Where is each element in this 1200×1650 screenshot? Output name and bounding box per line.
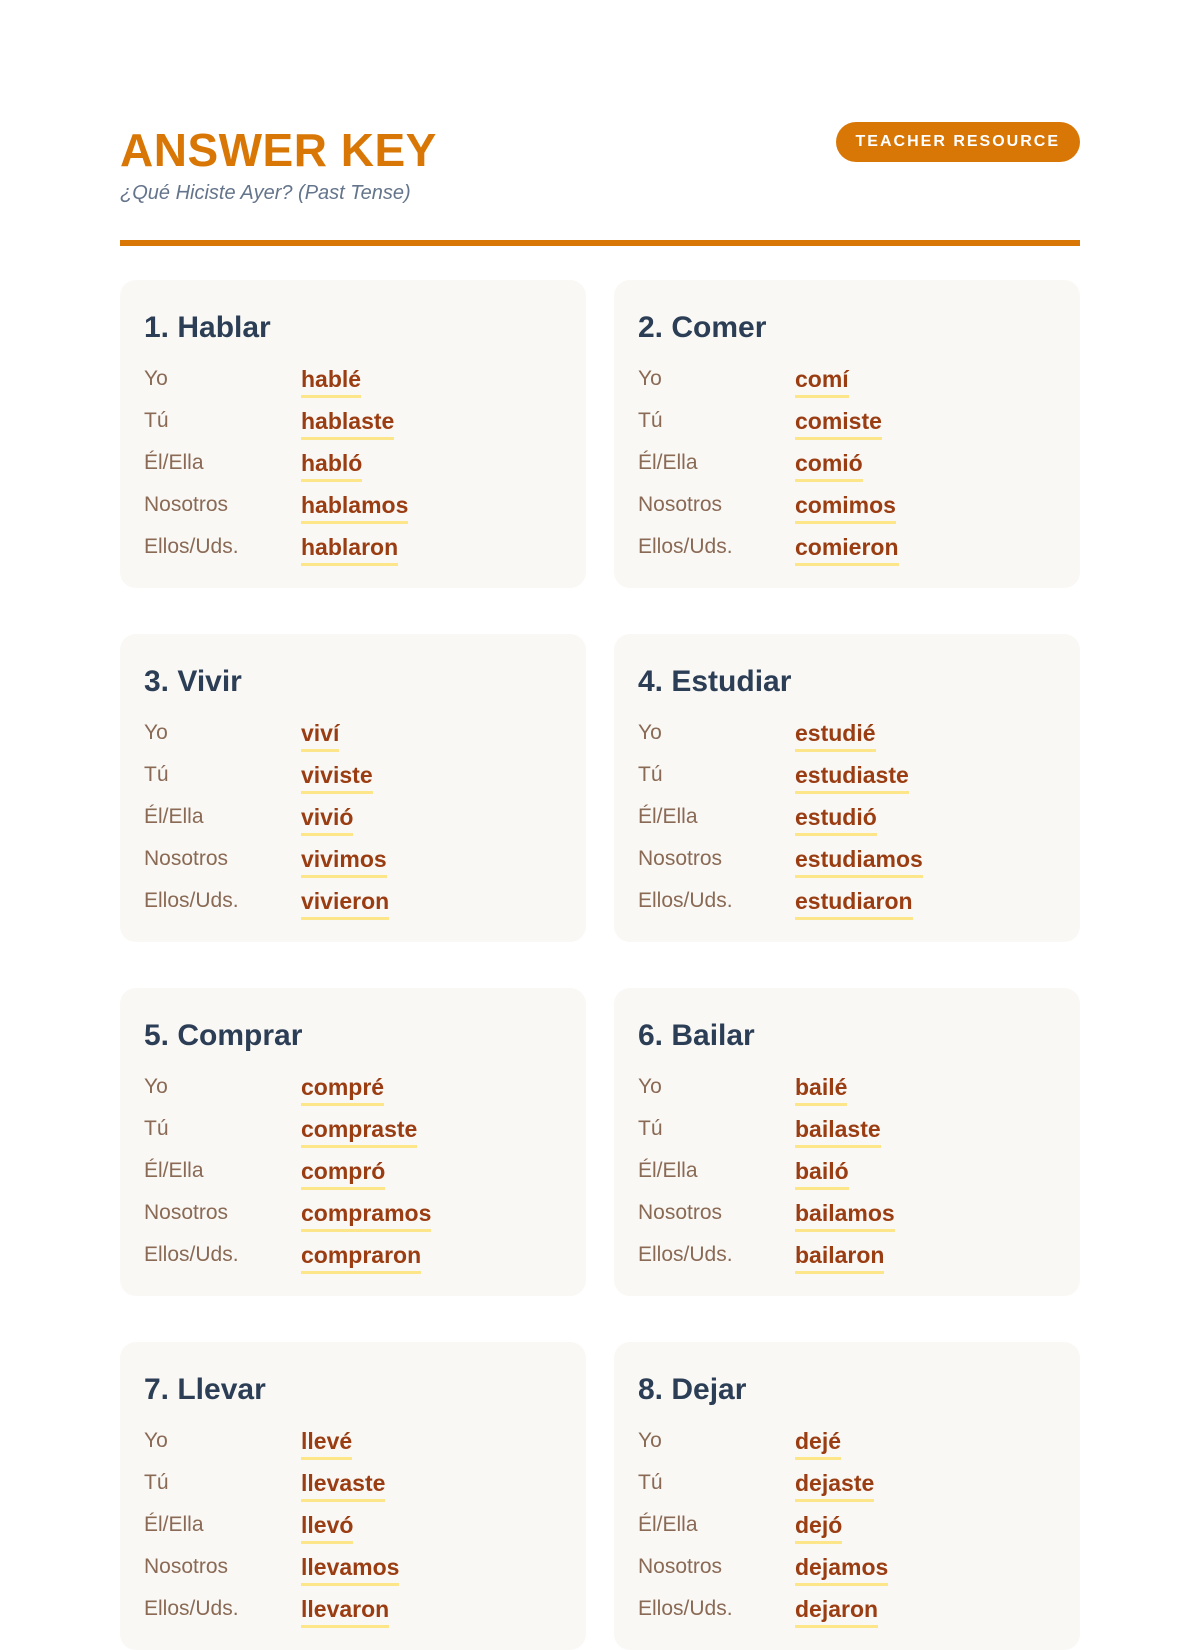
conjugation-answer: hablé [301, 364, 361, 398]
conjugation-answer: viviste [301, 760, 373, 794]
pronoun-label: Nosotros [638, 493, 723, 516]
verb-card [120, 280, 586, 588]
pronoun-label: Yo [638, 1429, 662, 1452]
verb-card-title: 4. Estudiar [638, 665, 792, 698]
conjugation-row [638, 1156, 1056, 1198]
verb-card-title: 5. Comprar [144, 1019, 303, 1052]
conjugation-row [144, 760, 562, 802]
conjugation-row [638, 532, 1056, 574]
pronoun-label: Tú [144, 409, 169, 432]
conjugation-answer: dejamos [795, 1552, 888, 1586]
conjugation-answer: estudiaste [795, 760, 909, 794]
pronoun-label: Él/Ella [638, 451, 698, 474]
conjugation-answer: bailamos [795, 1198, 895, 1232]
pronoun-label: Ellos/Uds. [144, 1243, 239, 1266]
pronoun-label: Tú [638, 1117, 663, 1140]
conjugation-row [638, 1594, 1056, 1636]
conjugation-answer: dejó [795, 1510, 842, 1544]
conjugation-row [638, 1072, 1056, 1114]
conjugation-answer: llevó [301, 1510, 353, 1544]
conjugation-row [638, 1426, 1056, 1468]
conjugation-row [144, 1114, 562, 1156]
conjugation-answer: estudiaron [795, 886, 913, 920]
conjugation-row [144, 490, 562, 532]
conjugation-answer: bailaron [795, 1240, 884, 1274]
conjugation-answer: llevamos [301, 1552, 399, 1586]
conjugation-answer: comimos [795, 490, 896, 524]
conjugation-row [638, 760, 1056, 802]
pronoun-label: Nosotros [144, 847, 229, 870]
verb-card [614, 988, 1080, 1296]
conjugation-answer: estudió [795, 802, 877, 836]
conjugation-answer: comió [795, 448, 863, 482]
pronoun-label: Él/Ella [144, 1159, 204, 1182]
conjugation-row [144, 1072, 562, 1114]
conjugation-row [144, 448, 562, 490]
conjugation-answer: vivieron [301, 886, 389, 920]
conjugation-answer: vivimos [301, 844, 387, 878]
pronoun-label: Él/Ella [638, 1159, 698, 1182]
verb-card [614, 634, 1080, 942]
conjugation-answer: hablaste [301, 406, 394, 440]
conjugation-row [144, 844, 562, 886]
verb-card-title: 8. Dejar [638, 1373, 747, 1406]
conjugation-row [638, 364, 1056, 406]
conjugation-row [144, 364, 562, 406]
conjugation-row [144, 1156, 562, 1198]
pronoun-label: Yo [638, 1075, 662, 1098]
conjugation-answer: comiste [795, 406, 882, 440]
verb-card [614, 280, 1080, 588]
pronoun-label: Tú [638, 1471, 663, 1494]
conjugation-row [638, 802, 1056, 844]
pronoun-label: Nosotros [144, 493, 229, 516]
pronoun-label: Él/Ella [638, 1513, 698, 1536]
pronoun-label: Yo [144, 721, 168, 744]
verb-card [120, 988, 586, 1296]
pronoun-label: Ellos/Uds. [144, 535, 239, 558]
conjugation-answer: hablaron [301, 532, 398, 566]
header-divider [120, 240, 1080, 246]
conjugation-answer: habló [301, 448, 362, 482]
pronoun-label: Yo [638, 721, 662, 744]
conjugation-row [638, 844, 1056, 886]
conjugation-answer: estudiamos [795, 844, 923, 878]
pronoun-label: Yo [144, 367, 168, 390]
conjugation-answer: llevaron [301, 1594, 389, 1628]
pronoun-label: Ellos/Uds. [638, 1243, 733, 1266]
pronoun-label: Yo [144, 1075, 168, 1098]
verb-card-title: 1. Hablar [144, 311, 271, 344]
pronoun-label: Tú [638, 409, 663, 432]
verb-card-title: 3. Vivir [144, 665, 242, 698]
page-title: ANSWER KEY [120, 124, 437, 176]
answer-key-page [120, 0, 1080, 1622]
conjugation-answer: dejaron [795, 1594, 878, 1628]
verb-card-grid [120, 280, 1080, 1650]
conjugation-answer: compraron [301, 1240, 421, 1274]
conjugation-row [144, 406, 562, 448]
verb-card-title: 2. Comer [638, 311, 767, 344]
conjugation-row [144, 802, 562, 844]
verb-card-title: 6. Bailar [638, 1019, 755, 1052]
teacher-resource-badge: TEACHER RESOURCE [836, 122, 1080, 162]
pronoun-label: Tú [144, 1117, 169, 1140]
pronoun-label: Él/Ella [638, 805, 698, 828]
pronoun-label: Nosotros [144, 1555, 229, 1578]
pronoun-label: Ellos/Uds. [144, 889, 239, 912]
conjugation-row [144, 1468, 562, 1510]
conjugation-answer: estudié [795, 718, 876, 752]
conjugation-answer: compré [301, 1072, 384, 1106]
pronoun-label: Él/Ella [144, 1513, 204, 1536]
conjugation-answer: compraste [301, 1114, 417, 1148]
pronoun-label: Nosotros [144, 1201, 229, 1224]
conjugation-row [144, 532, 562, 574]
pronoun-label: Ellos/Uds. [638, 535, 733, 558]
conjugation-row [638, 886, 1056, 928]
conjugation-answer: bailaste [795, 1114, 881, 1148]
conjugation-row [638, 1240, 1056, 1282]
conjugation-row [144, 1552, 562, 1594]
pronoun-label: Yo [144, 1429, 168, 1452]
conjugation-answer: dejé [795, 1426, 841, 1460]
pronoun-label: Ellos/Uds. [638, 889, 733, 912]
conjugation-row [144, 1198, 562, 1240]
verb-card [614, 1342, 1080, 1650]
pronoun-label: Él/Ella [144, 451, 204, 474]
conjugation-answer: dejaste [795, 1468, 874, 1502]
conjugation-answer: vivió [301, 802, 353, 836]
conjugation-row [638, 1552, 1056, 1594]
conjugation-answer: hablamos [301, 490, 408, 524]
verb-card-title: 7. Llevar [144, 1373, 266, 1406]
pronoun-label: Tú [144, 1471, 169, 1494]
verb-card [120, 1342, 586, 1650]
verb-card [120, 634, 586, 942]
conjugation-answer: viví [301, 718, 339, 752]
conjugation-answer: llevé [301, 1426, 352, 1460]
pronoun-label: Nosotros [638, 847, 723, 870]
conjugation-answer: bailó [795, 1156, 849, 1190]
conjugation-answer: llevaste [301, 1468, 385, 1502]
conjugation-answer: comieron [795, 532, 899, 566]
conjugation-answer: bailé [795, 1072, 847, 1106]
conjugation-answer: compramos [301, 1198, 431, 1232]
conjugation-row [638, 490, 1056, 532]
conjugation-row [638, 406, 1056, 448]
conjugation-answer: compró [301, 1156, 385, 1190]
pronoun-label: Tú [638, 763, 663, 786]
pronoun-label: Tú [144, 763, 169, 786]
conjugation-row [638, 1198, 1056, 1240]
pronoun-label: Ellos/Uds. [144, 1597, 239, 1620]
conjugation-row [638, 1114, 1056, 1156]
pronoun-label: Nosotros [638, 1201, 723, 1224]
conjugation-row [144, 1594, 562, 1636]
conjugation-row [144, 1426, 562, 1468]
page-subtitle: ¿Qué Hiciste Ayer? (Past Tense) [120, 182, 411, 204]
pronoun-label: Yo [638, 367, 662, 390]
header [120, 0, 1080, 248]
conjugation-row [144, 1510, 562, 1552]
conjugation-row [638, 1468, 1056, 1510]
conjugation-row [638, 1510, 1056, 1552]
pronoun-label: Él/Ella [144, 805, 204, 828]
pronoun-label: Ellos/Uds. [638, 1597, 733, 1620]
conjugation-row [144, 718, 562, 760]
conjugation-row [638, 448, 1056, 490]
conjugation-answer: comí [795, 364, 849, 398]
pronoun-label: Nosotros [638, 1555, 723, 1578]
conjugation-row [144, 1240, 562, 1282]
conjugation-row [638, 718, 1056, 760]
conjugation-row [144, 886, 562, 928]
